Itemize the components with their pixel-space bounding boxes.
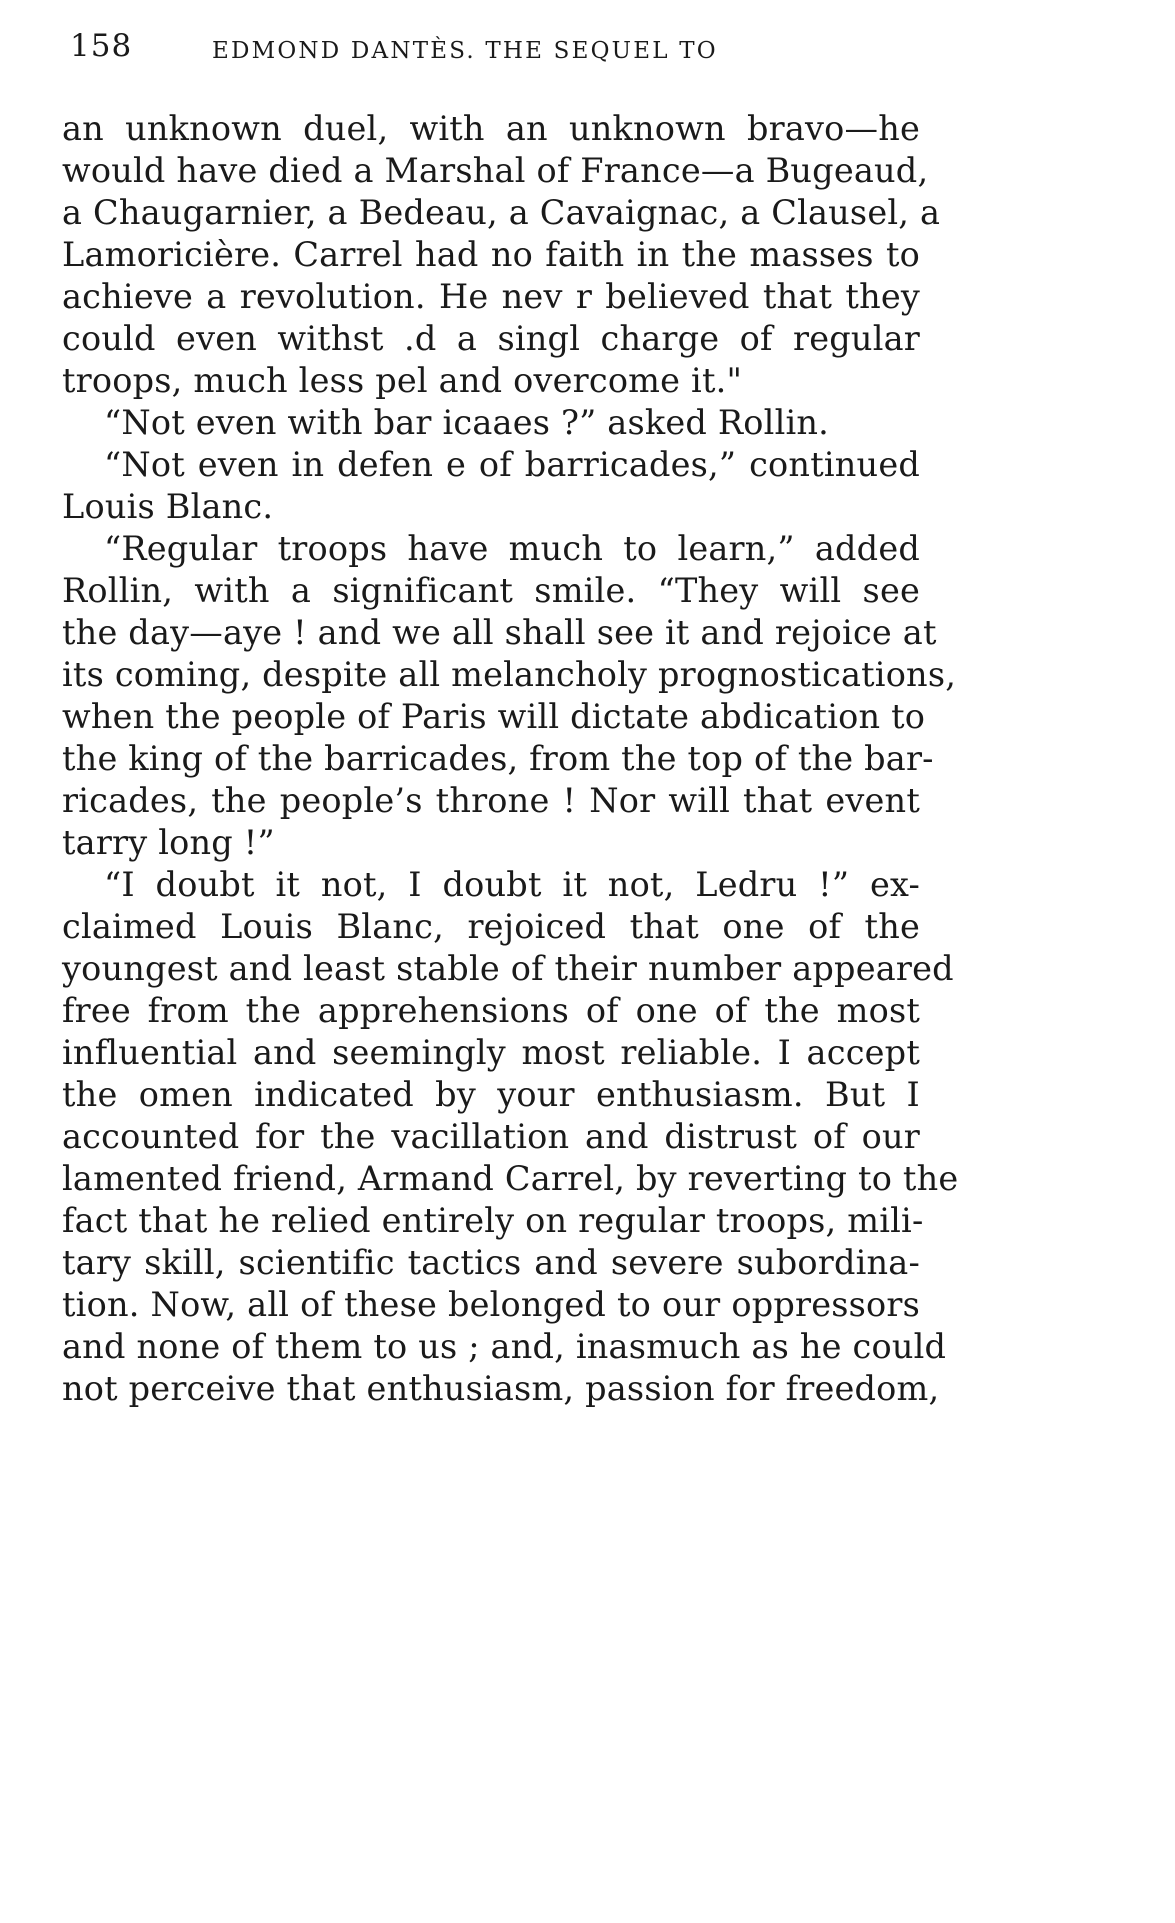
text-line: “Not even with bar icaaes ?” asked Rollin. [104, 403, 830, 442]
text-line: Louis Blanc. [62, 487, 274, 526]
text-line: accounted for the vacillation and distrust of our [62, 1117, 920, 1156]
text-line: youngest and least stable of their number appeared [62, 949, 954, 988]
text-line: claimed Louis Blanc, rejoiced that one of the [62, 907, 920, 946]
text-line: lamented friend, Armand Carrel, by reverting to the [62, 1159, 959, 1198]
body-text [62, 108, 959, 1410]
text-line: an unknown duel, with an unknown bravo—he [62, 109, 920, 148]
text-line: “Not even in defen e of barricades,” continued [104, 445, 920, 484]
text-line: not perceive that enthusiasm, passion for freedom, [62, 1369, 940, 1408]
text-line: fact that he relied entirely on regular troops, mili- [62, 1201, 924, 1240]
text-line: ricades, the people’s throne ! Nor will that event [62, 781, 920, 820]
text-line: the king of the barricades, from the top of the bar- [62, 739, 934, 778]
text-line: Lamoricière. Carrel had no faith in the masses to [62, 235, 920, 274]
text-line: achieve a revolution. He nev r believed that they [62, 277, 920, 316]
text-line: a Chaugarnier, a Bedeau, a Cavaignac, a Clausel, a [62, 193, 941, 232]
text-line: and none of them to us ; and, inasmuch as he could [62, 1327, 947, 1366]
text-line: tarry long !” [62, 823, 275, 862]
text-line: troops, much less pel and overcome it." [62, 361, 743, 400]
text-line: Rollin, with a significant smile. “They will see [62, 571, 920, 610]
text-line: influential and seemingly most reliable. I accept [62, 1033, 920, 1072]
running-head [70, 28, 920, 78]
text-line: “I doubt it not, I doubt it not, Ledru !” ex- [104, 865, 920, 904]
text-line: would have died a Marshal of France—a Bugeaud, [62, 151, 929, 190]
page-number: 158 [70, 28, 133, 64]
text-line: “Regular troops have much to learn,” added [104, 529, 920, 568]
text-line: tary skill, scientific tactics and severe subordina- [62, 1243, 920, 1282]
text-line: the day—aye ! and we all shall see it and rejoice at [62, 613, 937, 652]
text-line: could even withst .d a singl charge of regular [62, 319, 920, 358]
text-line: the omen indicated by your enthusiasm. But I [62, 1075, 920, 1114]
text-line: tion. Now, all of these belonged to our oppressors [62, 1285, 920, 1324]
text-line: when the people of Paris will dictate abdication to [62, 697, 926, 736]
text-line: its coming, despite all melancholy prognostications, [62, 655, 957, 694]
text-line: free from the apprehensions of one of the most [62, 991, 920, 1030]
running-title: EDMOND DANTÈS. THE SEQUEL TO [212, 38, 718, 64]
